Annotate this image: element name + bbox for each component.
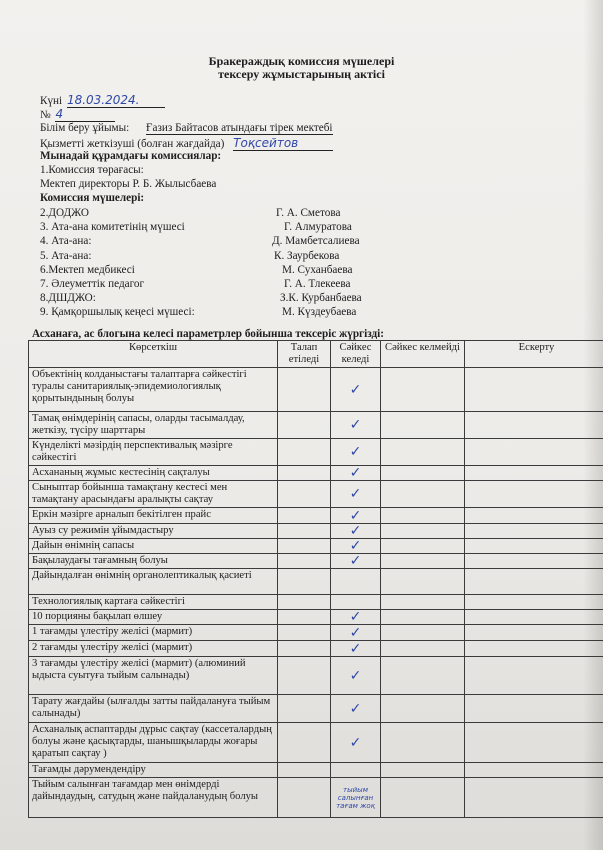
noncompliant-cell (381, 368, 465, 412)
table-row (29, 466, 603, 481)
date-row (40, 93, 165, 108)
noncompliant-cell (381, 763, 465, 778)
org-row (40, 122, 333, 135)
noncompliant-cell (381, 412, 465, 439)
note-cell (465, 610, 603, 625)
org-value: Ғазиз Байтасов атындағы тірек мектебі (146, 122, 333, 134)
noncompliant-cell (381, 539, 465, 554)
compliant-cell (331, 695, 381, 723)
table-row (29, 539, 603, 554)
compliant-cell (331, 723, 381, 763)
table-row (29, 763, 603, 778)
table-row (29, 368, 603, 412)
compliant-cell (331, 763, 381, 778)
compliant-cell (331, 412, 381, 439)
indicator-cell: 3 тағамды үлестіру желісі (мармит) (алюминий ыдыста суытуға тыйым салынады) (29, 657, 278, 695)
chair-name: Мектеп директоры Р. Б. Жылысбаева (40, 178, 217, 190)
member-name: Г. Алмуратова (284, 221, 352, 234)
note-cell (465, 641, 603, 657)
table-row (29, 625, 603, 641)
supplier-row (40, 136, 333, 151)
noncompliant-cell (381, 524, 465, 539)
noncompliant-cell (381, 439, 465, 466)
table-row (29, 439, 603, 466)
compliant-cell (331, 368, 381, 412)
doc-title-line1: Бракераждық комиссия мүшелері (208, 54, 395, 68)
supplier-value: Тоқсейтов (233, 136, 333, 151)
indicator-cell: Ауыз су режимін ұйымдастыру (29, 524, 278, 539)
compliant-cell (331, 641, 381, 657)
note-cell (465, 554, 603, 569)
table-row (29, 641, 603, 657)
member-role: 4. Ата-ана: (40, 235, 92, 248)
indicator-cell: 10 порцияны бақылап өлшеу (29, 610, 278, 625)
checkmark-icon: ✓ (349, 523, 362, 539)
required-cell (278, 778, 331, 818)
note-cell (465, 595, 603, 610)
member-role: 9. Қамқоршылық кеңесі мүшесі: (40, 306, 195, 319)
note-cell (465, 466, 603, 481)
indicator-cell: Объектінің колданыстағы талаптарға сәйкестігі туралы санитариялық-эпидемиологиялық қорытындының болуы (29, 368, 278, 412)
checkmark-icon: ✓ (349, 486, 362, 502)
indicator-cell: 2 тағамды үлестіру желісі (мармит) (29, 641, 278, 657)
indicator-cell: Асханалық аспаптарды дұрыс сақтау (кассеталардың болуы және қасықтарды, шанышқыларды жоғары қаратып сақтау ) (29, 723, 278, 763)
noncompliant-cell (381, 595, 465, 610)
member-name: К. Заурбекова (274, 249, 340, 262)
table-header-row (29, 341, 603, 368)
required-cell (278, 695, 331, 723)
table-row (29, 695, 603, 723)
checkmark-icon: ✓ (349, 507, 362, 524)
member-role: 3. Ата-ана комитетінің мүшесі (40, 221, 185, 234)
indicator-cell: Асхананың жұмыс кестесінің сақталуы (29, 466, 278, 481)
checkmark-icon: ✓ (349, 417, 362, 433)
noncompliant-cell (381, 569, 465, 595)
compliant-cell (331, 508, 381, 524)
compliant-cell (331, 778, 381, 818)
header-required: Талап етіледі (278, 341, 331, 368)
checkmark-icon: ✓ (349, 538, 362, 554)
compliant-cell (331, 657, 381, 695)
compliant-cell (331, 554, 381, 569)
chair-title: 1.Комиссия төрағасы: (40, 164, 144, 176)
member-name: М. Күздеубаева (282, 306, 357, 319)
number-label: № (40, 109, 51, 121)
table-row (29, 481, 603, 508)
doc-title-line2: тексеру жұмыстарының актісі (218, 67, 385, 81)
member-name: З.К. Курбанбаева (280, 292, 362, 305)
required-cell (278, 625, 331, 641)
org-label: Білім беру ұйымы: (40, 122, 130, 134)
indicator-cell: Тарату жағдайы (ылғалды затты пайдалануға тыйым салынады) (29, 695, 278, 723)
note-cell (465, 778, 603, 818)
note-cell (465, 524, 603, 539)
date-value: 18.03.2024. (67, 93, 165, 108)
indicator-cell: Технологиялық картаға сәйкестігі (29, 595, 278, 610)
compliant-cell (331, 481, 381, 508)
indicator-cell: Дайындалған өнімнің органолептикалық қасиеті (29, 569, 278, 595)
table-row (29, 569, 603, 595)
required-cell (278, 524, 331, 539)
required-cell (278, 481, 331, 508)
table-row (29, 657, 603, 695)
date-label: Күні (40, 95, 63, 107)
commission-intro: Мынадай құрамдағы комиссиялар: (40, 150, 222, 162)
compliant-cell (331, 569, 381, 595)
note-cell (465, 569, 603, 595)
inspection-table (28, 340, 603, 818)
checkmark-icon: ✓ (349, 700, 362, 717)
member-role: 7. Әлеуметтік педагог (40, 278, 145, 290)
indicator-cell: Тамақ өнімдерінің сапасы, оларды тасымалдау, жеткізу, түсіру шарттары (29, 412, 278, 439)
table-row (29, 524, 603, 539)
table-intro: Асханаға, ас блогына келесі параметрлер бойынша тексеріс жүргізді: (32, 328, 385, 340)
noncompliant-cell (381, 554, 465, 569)
table-row (29, 412, 603, 439)
compliant-cell (331, 524, 381, 539)
compliant-cell (331, 466, 381, 481)
required-cell (278, 610, 331, 625)
member-role: 6.Мектеп медбикесі (40, 263, 135, 276)
note-cell (465, 368, 603, 412)
required-cell (278, 595, 331, 610)
indicator-cell: Дайын өнімнің сапасы (29, 539, 278, 554)
member-role: 8.ДШДЖО: (40, 292, 96, 305)
required-cell (278, 539, 331, 554)
required-cell (278, 554, 331, 569)
noncompliant-cell (381, 466, 465, 481)
checkmark-icon: ✓ (349, 609, 362, 625)
indicator-cell: Тағамды дәрумендендіру (29, 763, 278, 778)
member-name: Д. Мамбетсалиева (272, 235, 360, 248)
noncompliant-cell (381, 778, 465, 818)
number-value: 4 (55, 107, 115, 122)
indicator-cell: Еркін мәзірге арналып бекітілген прайс (29, 508, 278, 524)
required-cell (278, 508, 331, 524)
required-cell (278, 657, 331, 695)
header-compliant: Сәйкес келеді (331, 341, 381, 368)
member-role: 5. Ата-ана: (40, 249, 92, 262)
checkmark-icon: ✓ (349, 381, 362, 398)
checkmark-icon: ✓ (349, 640, 362, 657)
indicator-cell: Күнделікті мәзірдің перспективалық мәзірге сәйкестігі (29, 439, 278, 466)
note-cell (465, 481, 603, 508)
noncompliant-cell (381, 657, 465, 695)
note-cell (465, 763, 603, 778)
note-cell (465, 657, 603, 695)
compliant-cell (331, 539, 381, 554)
table-row (29, 610, 603, 625)
indicator-cell: Тыйым салынған тағамдар мен өнімдерді дайындаудың, сатудың және пайдаланудың болуы (29, 778, 278, 818)
checkmark-icon: ✓ (349, 553, 362, 569)
member-name: Г. А. Тлекеева (284, 278, 351, 290)
header-indicator: Көрсеткіш (29, 341, 278, 368)
table-row (29, 778, 603, 818)
number-row (40, 107, 115, 122)
member-name: Г. А. Сметова (276, 207, 341, 219)
checkmark-icon: ✓ (349, 624, 362, 641)
required-cell (278, 466, 331, 481)
header-note: Ескерту (465, 341, 603, 368)
compliant-cell (331, 439, 381, 466)
compliant-cell (331, 595, 381, 610)
member-role: 2.ДОДЖО (40, 207, 89, 219)
noncompliant-cell (381, 508, 465, 524)
required-cell (278, 569, 331, 595)
checkmark-icon: ✓ (349, 444, 362, 460)
required-cell (278, 723, 331, 763)
members-title: Комиссия мүшелері: (40, 192, 145, 204)
note-cell (465, 625, 603, 641)
note-cell (465, 695, 603, 723)
noncompliant-cell (381, 641, 465, 657)
table-row (29, 508, 603, 524)
indicator-cell: Сыныптар бойынша тамақтану кестесі мен тамақтану арасындағы аралықты сақтау (29, 481, 278, 508)
noncompliant-cell (381, 481, 465, 508)
noncompliant-cell (381, 610, 465, 625)
noncompliant-cell (381, 695, 465, 723)
table-body (29, 368, 603, 818)
table-row (29, 723, 603, 763)
indicator-cell: 1 тағамды үлестіру желісі (мармит) (29, 625, 278, 641)
indicator-cell: Бақылаудағы тағамның болуы (29, 554, 278, 569)
note-cell (465, 539, 603, 554)
checkmark-icon: ✓ (349, 667, 362, 684)
required-cell (278, 368, 331, 412)
required-cell (278, 439, 331, 466)
header-noncompliant: Сәйкес келмейді (381, 341, 465, 368)
required-cell (278, 412, 331, 439)
note-cell (465, 723, 603, 763)
handwritten-note: тыйым салынған тағам жоқ (336, 785, 375, 810)
note-cell (465, 508, 603, 524)
note-cell (465, 412, 603, 439)
required-cell (278, 641, 331, 657)
required-cell (278, 763, 331, 778)
checkmark-icon: ✓ (349, 465, 362, 481)
compliant-cell (331, 610, 381, 625)
table-row (29, 554, 603, 569)
compliant-cell (331, 625, 381, 641)
member-name: М. Суханбаева (282, 263, 353, 276)
checkmark-icon: ✓ (349, 734, 362, 751)
table-row (29, 595, 603, 610)
noncompliant-cell (381, 723, 465, 763)
supplier-label: Қызметті жеткізуші (болған жағдайда) (40, 138, 225, 150)
note-cell (465, 439, 603, 466)
noncompliant-cell (381, 625, 465, 641)
